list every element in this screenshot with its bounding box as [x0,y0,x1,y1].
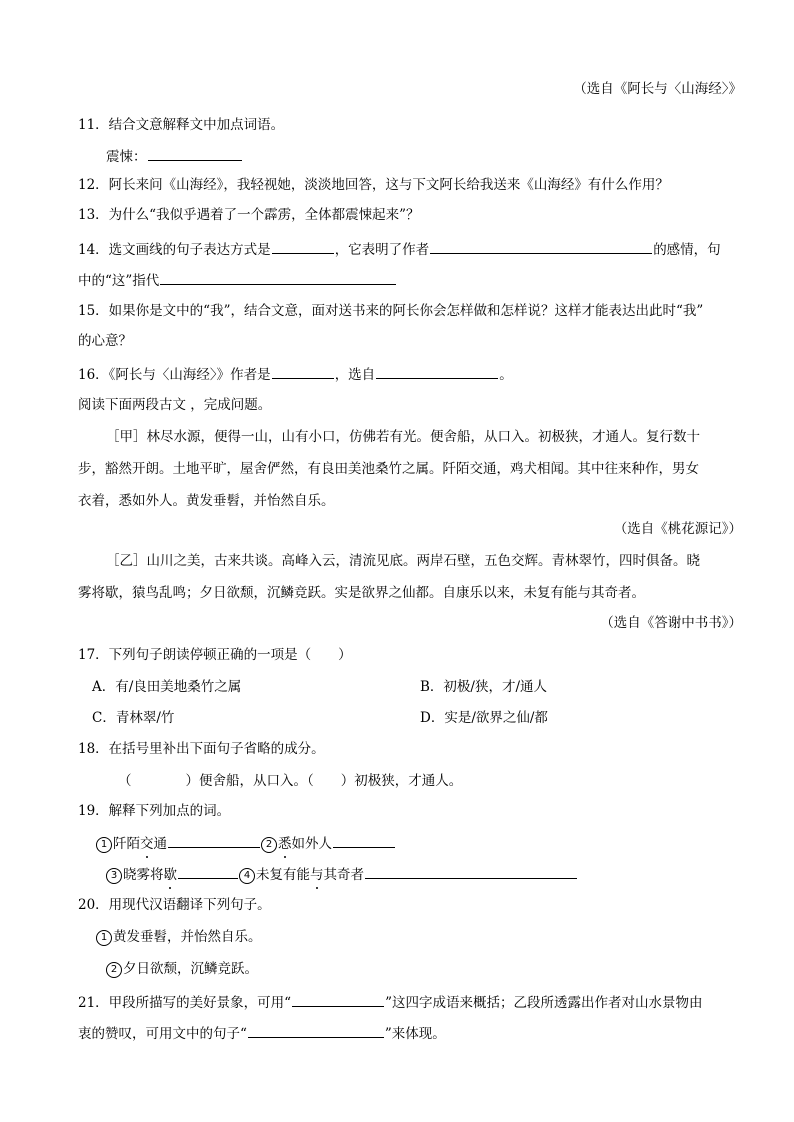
q14-blank-feeling[interactable] [430,239,652,254]
q19-blank-1[interactable] [168,833,260,848]
q16-text-a: 16．《阿长与〈山海经〉》作者是 [78,367,271,383]
q21-text-d: ”来体现。 [384,1026,446,1042]
question-14 [78,239,721,259]
q19-blank-4[interactable] [365,864,577,879]
q14-text-b: ，它表明了作者 [334,242,430,258]
question-17: 17．下列句子朗读停顿正确的一项是（ ） [78,647,352,663]
q19-i4-post: 其奇者 [323,867,364,883]
q21-blank-idiom[interactable] [292,992,384,1007]
q17-option-c[interactable]: C．青林翠/竹 [92,710,175,726]
q11-label: 震悚： [106,149,147,165]
passage-a-line2: 步，豁然开朗。土地平旷，屋舍俨然，有良田美池桑竹之属。阡陌交通，鸡犬相闻。其中往来种作，男女 [78,461,699,477]
q17-option-a[interactable]: A．有/良田美地桑竹之属 [92,679,242,695]
q18-sentence: （ ）便舍船，从口入。（ ）初极狭，才通人。 [118,773,463,789]
passage-b-line2: 雾将歇，猿鸟乱鸣；夕日欲颓，沉鳞竞跃。实是欲界之仙都。自康乐以来，未复有能与其奇者。 [78,585,645,601]
question-18: 18．在括号里补出下面句子省略的成分。 [78,741,325,757]
q17-option-d[interactable]: D．实是/欲界之仙/都 [420,710,548,726]
question-13: 13．为什么“我似乎遇着了一个霹雳，全体都震悚起来”？ [78,207,420,223]
passage-a-source: （选自《桃花源记》） [613,521,742,537]
q14-text-d: 中的“这”指代 [78,273,160,289]
q19-row1 [96,833,396,853]
q19-row2 [106,864,578,884]
question-11-item [106,146,243,166]
question-14-cont [78,270,397,290]
q19-i3-dotted: 歇 [163,867,177,883]
q14-blank-refer[interactable] [160,270,396,285]
q14-blank-expression[interactable] [272,239,334,254]
reading-intro: 阅读下面两段古文 ，完成问题。 [78,397,272,413]
q19-i1-post: 通 [153,836,167,852]
source-citation-top: （选自《阿长与〈山海经〉》 [573,81,742,97]
passage-b-line1: ［乙］山川之美，古来共谈。高峰入云，清流见底。两岸石壁，五色交辉。青林翠竹，四时俱备。晓 [106,553,700,569]
passage-a-line1: ［甲］林尽水源，便得一山，山有小口，仿佛若有光。便舍船，从口入。初极狭，才通人。复行数十 [106,429,700,445]
q16-text-b: ，选自 [334,367,376,383]
q19-i2-post: 如外人 [291,836,332,852]
circle-number-2: 2 [261,837,277,853]
question-21-cont [78,1023,446,1043]
question-15-line2: 的心意？ [78,333,132,349]
question-16 [78,364,513,384]
question-11: 11．结合文意解释文中加点词语。 [78,117,285,133]
q19-i2-dotted: 悉 [278,836,292,852]
circle-number-4: 4 [239,868,255,884]
q20-item-2 [106,960,258,978]
question-20: 20．用现代汉语翻译下列句子。 [78,897,271,913]
q19-i1-dotted: 交 [140,836,154,852]
circle-number-1: 1 [96,837,112,853]
circle-number-3: 3 [106,868,122,884]
q21-blank-sentence[interactable] [248,1023,384,1038]
q21-text-b: ”这四字成语来概括；乙段所透露出作者对山水景物由 [385,995,703,1011]
q19-i1-pre: 阡陌 [113,836,140,852]
question-21 [78,992,703,1012]
circle-number-1: 1 [96,930,112,946]
q19-i4-dotted: 与 [310,867,324,883]
q19-i3-pre: 晓雾将 [123,867,164,883]
q21-text-c: 衷的赞叹，可用文中的句子“ [78,1026,247,1042]
q19-blank-2[interactable] [333,833,395,848]
q19-blank-3[interactable] [178,864,238,879]
q20-item-1 [96,928,262,946]
question-19: 19．解释下列加点的词。 [78,803,231,819]
question-15-line1: 15．如果你是文中的“我”，结合文意，面对送书来的阿长你会怎样做和怎样说？这样才能表达出此时“我” [78,303,704,319]
q14-text-c: 的感情，句 [653,242,721,258]
q19-i4-pre: 未复有能 [256,867,310,883]
passage-a-line3: 衣着，悉如外人。黄发垂髫，并怡然自乐。 [78,493,335,509]
q16-blank-source[interactable] [376,364,498,379]
q11-answer-blank[interactable] [148,146,242,161]
question-12: 12．阿长来问《山海经》，我轻视她，淡淡地回答，这与下文阿长给我送来《山海经》有什么作用？ [78,177,669,193]
q20-i1-text: 黄发垂髫，并怡然自乐。 [113,929,262,945]
passage-b-source: （选自《答谢中书书》） [600,615,742,631]
q16-text-c: 。 [499,367,513,383]
q17-option-b[interactable]: B．初极/狭，才/通人 [420,679,548,695]
q20-i2-text: 夕日欲颓，沉鳞竞跃。 [123,961,258,977]
q21-text-a: 21．甲段所描写的美好景象，可用“ [78,995,292,1011]
q16-blank-author[interactable] [272,364,334,379]
q14-text-a: 14．选文画线的句子表达方式是 [78,242,271,258]
circle-number-2: 2 [106,962,122,978]
